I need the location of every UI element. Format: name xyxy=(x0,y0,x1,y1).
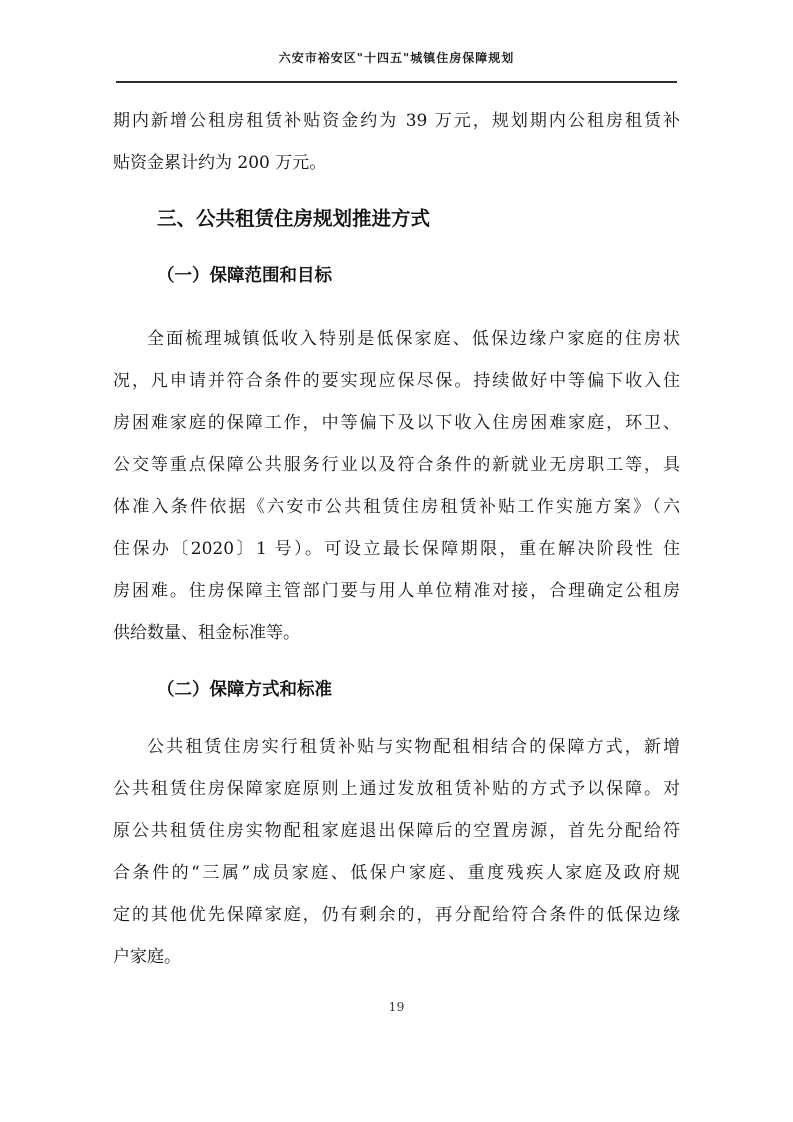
text-line: 房困难家庭的保障工作，中等偏下及以下收入住房困难家庭，环卫、 xyxy=(113,413,680,433)
page-number: 19 xyxy=(388,999,405,1014)
text-line: 公共租赁住房保障家庭原则上通过发放租赁补贴的方式予以保障。对 xyxy=(113,779,680,799)
text-line: 公共租赁住房实行租赁补贴与实物配租相结合的保障方式，新增 xyxy=(147,737,680,757)
paragraph-sub1 xyxy=(113,318,680,654)
paragraph-sub2 xyxy=(113,726,680,978)
text-line: 原公共租赁住房实物配租家庭退出保障后的空置房源，首先分配给符 xyxy=(113,821,680,841)
text-line: 合条件的“三属”成员家庭、低保户家庭、重度残疾人家庭及政府规 xyxy=(113,863,680,883)
text-line: 住保办〔2020〕1 号）。可设立最长保障期限，重在解决阶段性 住 xyxy=(113,539,680,559)
document-body xyxy=(113,100,680,978)
paragraph-intro xyxy=(113,100,680,184)
page-header xyxy=(116,50,677,83)
page-footer xyxy=(0,999,793,1015)
subsection-1-heading: （一）保障范围和目标 xyxy=(157,266,332,286)
text-line: 况，凡申请并符合条件的要实现应保尽保。持续做好中等偏下收入住 xyxy=(113,371,680,391)
header-title: 六安市裕安区"十四五"城镇住房保障规划 xyxy=(278,51,515,65)
text-line: 房困难。住房保障主管部门要与用人单位精准对接，合理确定公租房 xyxy=(113,581,680,601)
text-line: 户家庭。 xyxy=(113,947,181,967)
text-line: 体准入条件依据《六安市公共租赁住房租赁补贴工作实施方案》（六 xyxy=(113,497,680,517)
subsection-2-heading: （二）保障方式和标准 xyxy=(157,680,332,700)
text-line: 贴资金累计约为 200 万元。 xyxy=(113,153,327,173)
text-line: 供给数量、租金标准等。 xyxy=(113,623,300,643)
section-heading: 三、公共租赁住房规划推进方式 xyxy=(157,207,431,230)
text-line: 期内新增公租房租赁补贴资金约为 39 万元，规划期内公租房租赁补 xyxy=(113,111,680,131)
text-line: 全面梳理城镇低收入特别是低保家庭、低保边缘户家庭的住房状 xyxy=(147,329,680,349)
text-line: 公交等重点保障公共服务行业以及符合条件的新就业无房职工等，具 xyxy=(113,455,680,475)
text-line: 定的其他优先保障家庭，仍有剩余的，再分配给符合条件的低保边缘 xyxy=(113,905,680,925)
